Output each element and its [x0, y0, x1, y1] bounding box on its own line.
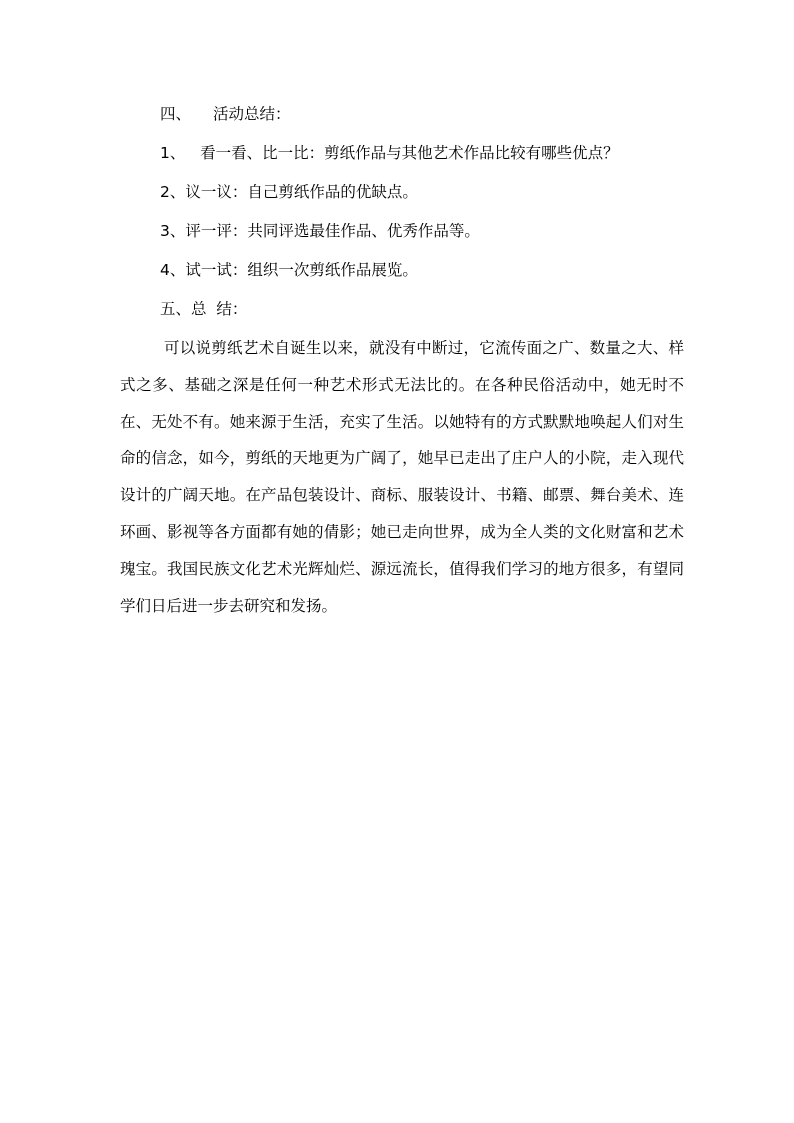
section-heading-5 — [120, 299, 680, 319]
list-item-1-number: 1、 — [160, 144, 186, 162]
section-heading-4 — [120, 104, 680, 124]
list-item-3 — [120, 221, 680, 241]
list-item-1 — [120, 143, 680, 163]
list-item-2-text: 议一议：自己剪纸作品的优缺点。 — [185, 183, 418, 201]
list-item-4-text: 试一试：组织一次剪纸作品展览。 — [185, 261, 418, 279]
document-content — [120, 104, 684, 640]
list-item-4-number: 4、 — [160, 261, 186, 279]
summary-paragraph: 可以说剪纸艺术自诞生以来，就没有中断过，它流传面之广、数量之大、样式之多、基础之深是任何一种艺术形式无法比的。在各种民俗活动中，她无时不在、无处不有。她来源于生活，充实了生活。以她特有的方式默默地唤起人们对生命的信念，如今，剪纸的天地更为广阔了，她早已走出了庄户人的小院，走入现代设计的广阔天地。在产品包装设计、商标、服装设计、书籍、邮票、舞台美术、连环画、影视等各方面都有她的倩影；她已走向世界，成为全人类的文化财富和艺术瑰宝。我国民族文化艺术光辉灿烂、源远流长，值得我们学习的地方很多，有望同学们日后进一步去研究和发扬。 — [120, 339, 684, 615]
list-item-3-number: 3、 — [160, 222, 186, 240]
list-item-2-number: 2、 — [160, 183, 186, 201]
section-4-title: 活动总结： — [213, 105, 291, 123]
section-5-title: 五、总 结： — [160, 300, 248, 318]
list-item-3-text: 评一评：共同评选最佳作品、优秀作品等。 — [185, 222, 480, 240]
section-4-number: 四、 — [160, 105, 192, 123]
list-item-4 — [120, 260, 680, 280]
list-item-1-text: 看一看、比一比：剪纸作品与其他艺术作品比较有哪些优点？ — [200, 144, 619, 162]
list-item-2 — [120, 182, 680, 202]
